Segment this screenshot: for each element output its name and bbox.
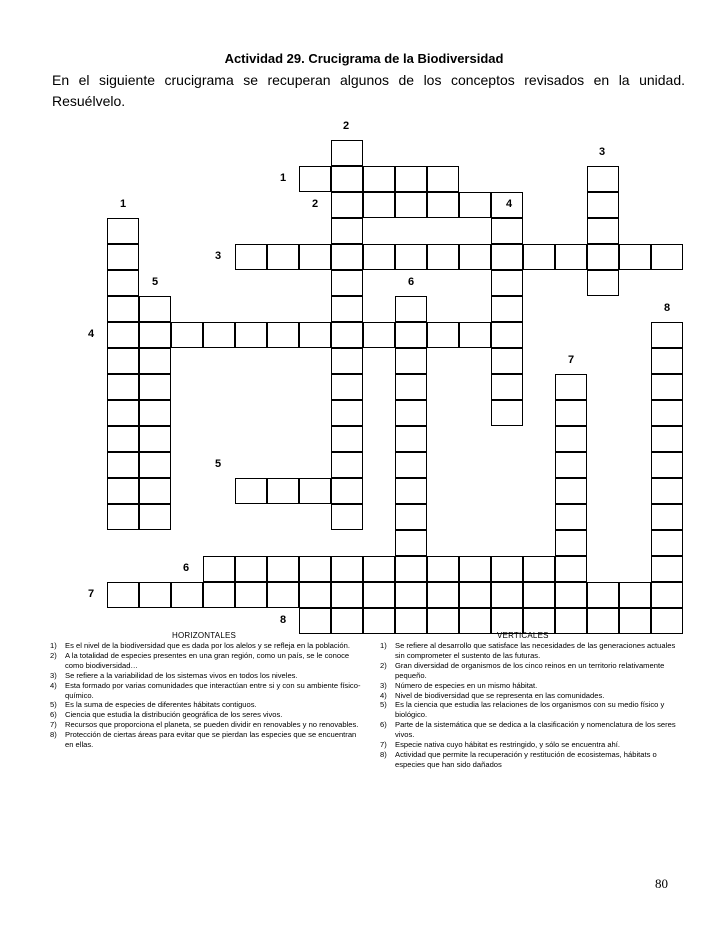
crossword-cell[interactable] (395, 244, 427, 270)
verticales-list (380, 641, 680, 770)
crossword-cell[interactable] (651, 608, 683, 634)
clue-item-text: Nivel de biodiversidad que se representa en las comunidades. (395, 690, 605, 700)
crossword-cell[interactable] (395, 426, 427, 452)
crossword-cell[interactable] (139, 582, 171, 608)
clue-item (50, 671, 362, 681)
crossword-cell[interactable] (139, 296, 171, 322)
crossword-cell[interactable] (139, 348, 171, 374)
crossword-cell[interactable] (235, 556, 267, 582)
clue-number-vertical-8: 8 (664, 302, 671, 314)
crossword-cell[interactable] (651, 452, 683, 478)
horizontales-heading: HORIZONTALES (172, 631, 237, 640)
crossword-cell[interactable] (395, 504, 427, 530)
clue-item-number: 3) (50, 670, 57, 680)
clue-number-horizontal-5: 5 (215, 458, 222, 470)
clue-item (380, 700, 680, 720)
crossword-cell[interactable] (427, 556, 459, 582)
crossword-cell[interactable] (491, 400, 523, 426)
crossword-cell[interactable] (555, 478, 587, 504)
crossword-cell[interactable] (139, 452, 171, 478)
clue-number-horizontal-2: 2 (312, 198, 319, 210)
crossword-cell[interactable] (555, 504, 587, 530)
clue-item (380, 691, 680, 701)
crossword-cell[interactable] (395, 400, 427, 426)
clue-item-text: Actividad que permite la recuperación y restitución de ecosistemas, hábitats o especies que han sido dañados (395, 749, 657, 769)
crossword-cell[interactable] (395, 296, 427, 322)
crossword-cell[interactable] (523, 582, 555, 608)
clue-item-text: Es la suma de especies de diferentes hábitats contiguos. (65, 700, 257, 710)
crossword-cell[interactable] (139, 374, 171, 400)
crossword-cell[interactable] (587, 582, 619, 608)
clue-item (380, 740, 680, 750)
crossword-cell[interactable] (651, 348, 683, 374)
crossword-cell[interactable] (395, 374, 427, 400)
crossword-cell[interactable] (107, 270, 139, 296)
crossword-cell[interactable] (555, 582, 587, 608)
crossword-cell[interactable] (171, 582, 203, 608)
clue-item-number: 6) (50, 710, 57, 720)
crossword-cell[interactable] (651, 244, 683, 270)
crossword-cell[interactable] (651, 582, 683, 608)
crossword-cell[interactable] (651, 530, 683, 556)
crossword-cell[interactable] (395, 452, 427, 478)
crossword-cell[interactable] (267, 478, 299, 504)
crossword-cell[interactable] (299, 556, 331, 582)
crossword-cell[interactable] (331, 582, 363, 608)
crossword-cell[interactable] (491, 218, 523, 244)
crossword-cell[interactable] (651, 556, 683, 582)
clue-number-vertical-5: 5 (152, 276, 159, 288)
crossword-cell[interactable] (491, 270, 523, 296)
clue-item-text: Es el nivel de la biodiversidad que es dada por los alelos y se refleja en la población. (65, 641, 350, 650)
crossword-cell[interactable] (331, 426, 363, 452)
clue-item-number: 2) (380, 660, 387, 670)
clue-item (380, 661, 680, 681)
crossword-cell[interactable] (171, 322, 203, 348)
clue-number-vertical-3: 3 (599, 146, 606, 158)
crossword-cell[interactable] (107, 582, 139, 608)
crossword-cell[interactable] (651, 478, 683, 504)
crossword-cell[interactable] (395, 348, 427, 374)
crossword-cell[interactable] (651, 374, 683, 400)
clue-item-number: 1) (380, 641, 387, 650)
crossword-cell[interactable] (363, 582, 395, 608)
crossword-cell[interactable] (331, 192, 363, 218)
clue-item-number: 8) (50, 730, 57, 740)
crossword-cell[interactable] (427, 608, 459, 634)
crossword-cell[interactable] (235, 244, 267, 270)
crossword-cell[interactable] (299, 322, 331, 348)
crossword-cell[interactable] (331, 296, 363, 322)
crossword-cell[interactable] (555, 374, 587, 400)
crossword-cell[interactable] (491, 582, 523, 608)
crossword-cell[interactable] (299, 244, 331, 270)
page-number: 80 (655, 876, 668, 891)
crossword-cell[interactable] (395, 530, 427, 556)
crossword-cell[interactable] (331, 140, 363, 166)
crossword-cell[interactable] (491, 374, 523, 400)
crossword-cell[interactable] (363, 556, 395, 582)
crossword-cell[interactable] (299, 166, 331, 192)
clue-item-number: 4) (380, 690, 387, 700)
crossword-cell[interactable] (267, 582, 299, 608)
crossword-cell[interactable] (619, 582, 651, 608)
crossword-cell[interactable] (299, 478, 331, 504)
clue-item-text: Parte de la sistemática que se dedica a la clasificación y nomenclatura de los seres vivos. (395, 720, 676, 740)
crossword-cell[interactable] (107, 322, 139, 348)
clue-item-text: A la totalidad de especies presentes en una gran región, como un país, se le conoce como biodiversidad… (65, 650, 350, 670)
crossword-cell[interactable] (267, 244, 299, 270)
clue-item-number: 7) (380, 740, 387, 750)
crossword-cell[interactable] (523, 556, 555, 582)
crossword-cell[interactable] (331, 322, 363, 348)
crossword-cell[interactable] (363, 244, 395, 270)
clue-item-number: 5) (380, 700, 387, 710)
crossword-cell[interactable] (203, 556, 235, 582)
clue-item (50, 681, 362, 701)
crossword-cell[interactable] (395, 322, 427, 348)
crossword-cell[interactable] (331, 244, 363, 270)
crossword-cell[interactable] (203, 322, 235, 348)
crossword-cell[interactable] (459, 322, 491, 348)
crossword-cell[interactable] (107, 478, 139, 504)
crossword-cell[interactable] (107, 348, 139, 374)
clue-item-text: Especie nativa cuyo hábitat es restringido, y sólo se encuentra ahí. (395, 740, 620, 750)
clue-item (50, 730, 362, 750)
crossword-cell[interactable] (491, 556, 523, 582)
clue-number-vertical-7: 7 (568, 354, 575, 366)
crossword-cell[interactable] (459, 192, 491, 218)
crossword-cell[interactable] (491, 348, 523, 374)
page-title: Actividad 29. Crucigrama de la Biodiversidad (224, 51, 504, 66)
crossword-cell[interactable] (363, 322, 395, 348)
crossword-cell[interactable] (491, 244, 523, 270)
clue-item-number: 8) (380, 749, 387, 759)
crossword-cell[interactable] (555, 244, 587, 270)
clue-item-text: Ciencia que estudia la distribución geográfica de los seres vivos. (65, 710, 283, 720)
crossword-cell[interactable] (395, 608, 427, 634)
crossword-cell[interactable] (107, 400, 139, 426)
crossword-cell[interactable] (555, 400, 587, 426)
clue-item-text: Se refiere al desarrollo que satisface las necesidades de las generaciones actuales sin comprometer el sustento de las futuras. (395, 641, 676, 660)
clue-item-number: 4) (50, 680, 57, 690)
crossword-cell[interactable] (363, 166, 395, 192)
crossword-cell[interactable] (651, 504, 683, 530)
clue-number-horizontal-1: 1 (280, 172, 287, 184)
crossword-cell[interactable] (619, 608, 651, 634)
crossword-cell[interactable] (523, 244, 555, 270)
crossword-cell[interactable] (651, 426, 683, 452)
crossword-cell[interactable] (235, 478, 267, 504)
crossword-cell[interactable] (363, 192, 395, 218)
clue-item-number: 6) (380, 720, 387, 730)
clue-number-horizontal-4: 4 (88, 328, 95, 340)
crossword-cell[interactable] (491, 296, 523, 322)
crossword-cell[interactable] (395, 478, 427, 504)
crossword-cell[interactable] (363, 608, 395, 634)
clue-number-horizontal-7: 7 (88, 588, 95, 600)
crossword-cell[interactable] (427, 322, 459, 348)
crossword-cell[interactable] (651, 322, 683, 348)
clue-item-text: Recursos que proporciona el planeta, se pueden dividir en renovables y no renovables. (65, 720, 359, 730)
crossword-cell[interactable] (427, 166, 459, 192)
clue-item-text: Protección de ciertas áreas para evitar que se pierdan las especies que se encuentran en ellas. (65, 730, 357, 750)
crossword-cell[interactable] (395, 582, 427, 608)
crossword-cell[interactable] (427, 192, 459, 218)
clue-number-vertical-1: 1 (120, 198, 127, 210)
crossword-cell[interactable] (139, 400, 171, 426)
crossword-cell[interactable] (235, 322, 267, 348)
clue-item-text: Esta formado por varias comunidades que interactúan entre si y con su ambiente físico-químico. (65, 680, 361, 700)
crossword-cell[interactable] (395, 556, 427, 582)
clue-item (50, 641, 362, 651)
crossword-cell[interactable] (555, 426, 587, 452)
clue-item-number: 3) (380, 680, 387, 690)
crossword-cell[interactable] (331, 400, 363, 426)
crossword-cell[interactable] (331, 452, 363, 478)
crossword-cell[interactable] (459, 582, 491, 608)
crossword-cell[interactable] (331, 556, 363, 582)
crossword-cell[interactable] (139, 478, 171, 504)
crossword-cell[interactable] (267, 322, 299, 348)
crossword-cell[interactable] (331, 270, 363, 296)
crossword-cell[interactable] (331, 478, 363, 504)
crossword-cell[interactable] (107, 374, 139, 400)
crossword-cell[interactable] (107, 504, 139, 530)
crossword-cell[interactable] (331, 608, 363, 634)
crossword-cell[interactable] (331, 218, 363, 244)
crossword-cell[interactable] (203, 582, 235, 608)
clue-item (380, 641, 680, 661)
crossword-cell[interactable] (555, 452, 587, 478)
crossword-cell[interactable] (267, 556, 299, 582)
clue-item (50, 700, 362, 710)
clue-item-number: 2) (50, 650, 57, 660)
crossword-cell[interactable] (107, 452, 139, 478)
clue-number-horizontal-8: 8 (280, 614, 287, 626)
crossword-cell[interactable] (459, 556, 491, 582)
clue-number-vertical-6: 6 (408, 276, 415, 288)
crossword-cell[interactable] (299, 608, 331, 634)
clue-item-text: Se refiere a la variabilidad de los sistemas vivos en todos los niveles. (65, 670, 298, 680)
crossword-cell[interactable] (587, 244, 619, 270)
clue-item (380, 681, 680, 691)
crossword-cell[interactable] (139, 504, 171, 530)
crossword-cell[interactable] (299, 582, 331, 608)
clue-item (50, 710, 362, 720)
instructions-text: En el siguiente crucigrama se recuperan algunos de los conceptos revisados en la unidad. Resuélvelo. (52, 72, 685, 109)
crossword-cell[interactable] (331, 166, 363, 192)
crossword-cell[interactable] (235, 582, 267, 608)
clue-item (380, 750, 680, 770)
crossword-cell[interactable] (491, 322, 523, 348)
crossword-cell[interactable] (107, 296, 139, 322)
crossword-cell[interactable] (107, 218, 139, 244)
clue-number-horizontal-3: 3 (215, 250, 222, 262)
verticales-heading: VERTICALES (497, 631, 549, 640)
crossword-cell[interactable] (331, 504, 363, 530)
clue-item-number: 1) (50, 641, 57, 650)
crossword-cell[interactable] (331, 348, 363, 374)
crossword-cell[interactable] (395, 166, 427, 192)
crossword-cell[interactable] (331, 374, 363, 400)
crossword-cell[interactable] (555, 556, 587, 582)
crossword-cell[interactable] (587, 192, 619, 218)
crossword-cell[interactable] (587, 166, 619, 192)
crossword-cell[interactable] (587, 608, 619, 634)
crossword-cell[interactable] (651, 400, 683, 426)
crossword-cell[interactable] (107, 244, 139, 270)
crossword-cell[interactable] (555, 608, 587, 634)
clue-item (380, 720, 680, 740)
crossword-cell[interactable] (619, 244, 651, 270)
crossword-cell[interactable] (139, 322, 171, 348)
clue-item-number: 5) (50, 700, 57, 710)
clue-item-number: 7) (50, 720, 57, 730)
crossword-cell[interactable] (459, 244, 491, 270)
crossword-cell[interactable] (139, 426, 171, 452)
crossword-cell[interactable] (107, 426, 139, 452)
clue-item (50, 720, 362, 730)
clue-item-text: Gran diversidad de organismos de los cinco reinos en un territorio relativamente pequeño. (395, 660, 665, 680)
crossword-cell[interactable] (555, 530, 587, 556)
crossword-cell[interactable] (427, 582, 459, 608)
clue-number-horizontal-6: 6 (183, 562, 190, 574)
crossword-cell[interactable] (395, 192, 427, 218)
clue-item-text: Número de especies en un mismo hábitat. (395, 680, 538, 690)
clue-number-vertical-4: 4 (506, 198, 513, 210)
clue-item (50, 651, 362, 671)
clue-number-vertical-2: 2 (343, 120, 350, 132)
horizontales-list (50, 641, 362, 750)
crossword-cell[interactable] (427, 244, 459, 270)
crossword-cell[interactable] (587, 270, 619, 296)
clue-item-text: Es la ciencia que estudia las relaciones de los organismos con su medio físico y biológico. (395, 700, 665, 720)
crossword-cell[interactable] (459, 608, 491, 634)
crossword-cell[interactable] (587, 218, 619, 244)
